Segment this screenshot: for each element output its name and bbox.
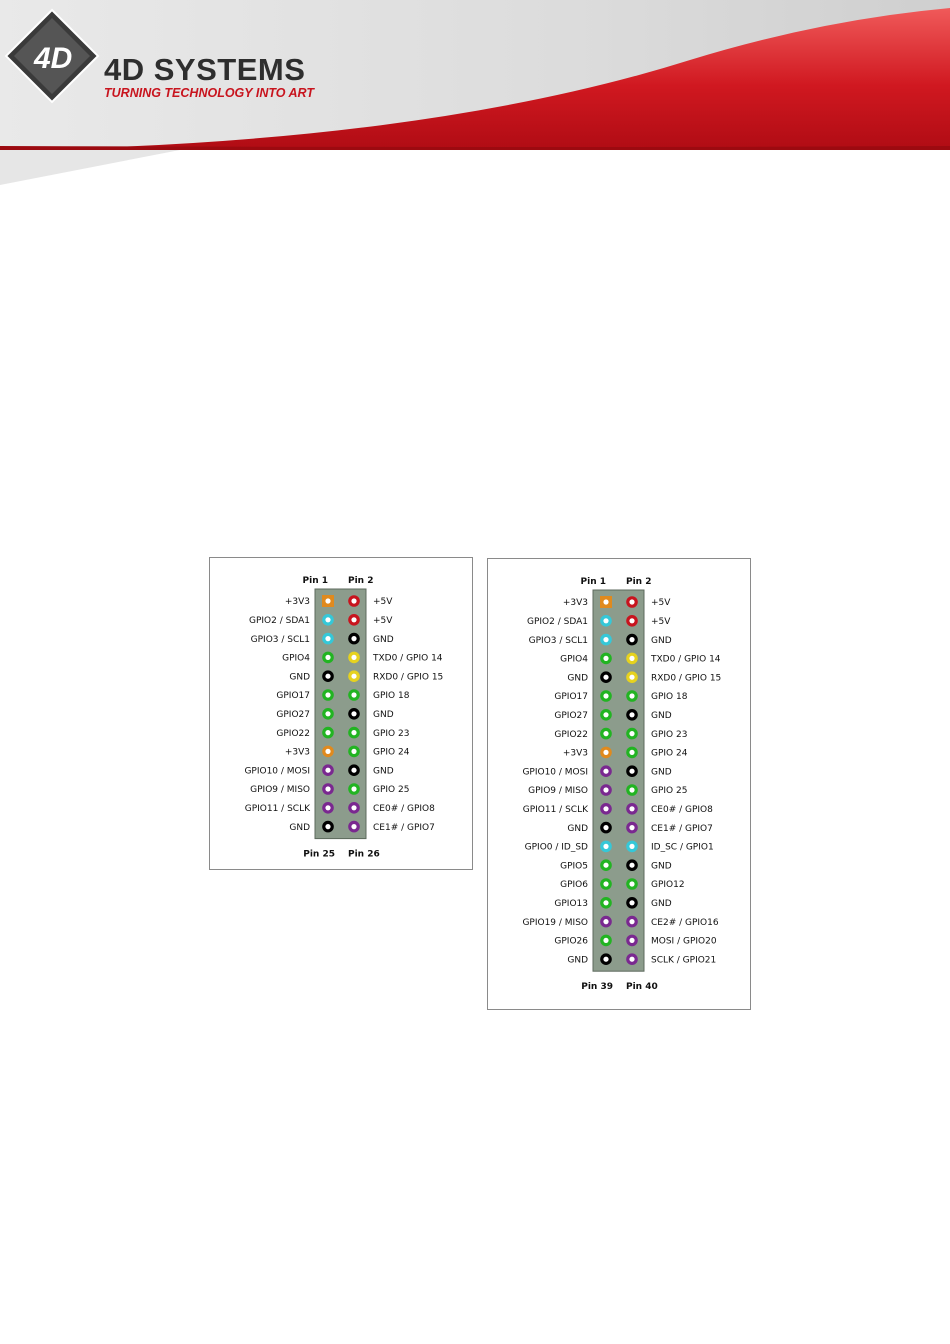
pin-label-left: GPIO13: [554, 899, 588, 909]
pin-label-right: RXD0 / GPIO 15: [373, 672, 444, 683]
pin-hole: [629, 957, 634, 962]
pin-hole: [603, 750, 608, 755]
pin-hole: [351, 730, 356, 735]
pin-number-label: Pin 26: [348, 849, 380, 860]
pin-label-left: GPIO27: [276, 710, 310, 720]
pin-label-left: GPIO10 / MOSI: [522, 767, 588, 778]
pin-label-left: GND: [289, 822, 310, 833]
pin-hole: [603, 787, 608, 792]
pin-hole: [325, 598, 330, 603]
company-name: 4D SYSTEMS: [104, 52, 306, 87]
svg-text:4D: 4D: [34, 42, 73, 75]
pin-label-right: GND: [373, 766, 394, 777]
pinout-svg: [488, 559, 750, 1009]
pin-hole: [351, 674, 356, 679]
pin-label-left: +3V3: [284, 747, 310, 758]
pin-label-left: GPIO27: [554, 711, 588, 721]
pin-label-right: +5V: [651, 617, 671, 627]
pin-hole: [351, 824, 356, 829]
pin-hole: [629, 712, 634, 717]
pin-label-right: MOSI / GPIO20: [651, 936, 717, 947]
pin-hole: [351, 749, 356, 754]
pin-label-right: ID_SC / GPIO1: [651, 842, 714, 853]
pin-label-right: SCLK / GPIO21: [651, 955, 717, 966]
pin-label-left: GPIO22: [276, 728, 310, 739]
pin-label-left: GND: [567, 955, 588, 966]
pin-label-left: GPIO19 / MISO: [522, 917, 588, 928]
pin-label-right: GPIO 18: [373, 691, 410, 702]
pin-label-right: GPIO 23: [651, 729, 688, 740]
pin-hole: [351, 768, 356, 773]
pin-label-right: GPIO 24: [651, 748, 688, 759]
pin-hole: [629, 881, 634, 886]
pin-hole: [629, 769, 634, 774]
pin-hole: [603, 712, 608, 717]
pin-hole: [603, 618, 608, 623]
pin-hole: [325, 655, 330, 660]
pin-hole: [603, 825, 608, 830]
pin-hole: [629, 919, 634, 924]
pin-hole: [351, 655, 356, 660]
pin-label-left: GPIO17: [276, 691, 310, 702]
pin-label-right: +5V: [651, 598, 671, 609]
pin-hole: [351, 598, 356, 603]
pin-hole: [325, 824, 330, 829]
pin-hole: [629, 806, 634, 811]
company-logo: [4, 8, 100, 104]
pin-label-left: GPIO9 / MISO: [528, 786, 588, 797]
header-banner: [0, 0, 950, 190]
pin-label-right: CE1# / GPIO7: [373, 822, 435, 833]
pin-hole: [325, 636, 330, 641]
pin-hole: [603, 769, 608, 774]
pin-label-right: GPIO 18: [651, 692, 688, 703]
pin-label-right: GND: [651, 899, 672, 909]
pin-hole: [603, 656, 608, 661]
pin-label-right: GND: [651, 711, 672, 721]
pin-label-left: GND: [289, 672, 310, 683]
pin-hole: [629, 863, 634, 868]
pin-label-right: GND: [651, 767, 672, 778]
pin-hole: [603, 637, 608, 642]
pin-hole: [629, 750, 634, 755]
pin-label-left: GND: [567, 673, 588, 684]
pin-number-label: Pin 39: [581, 982, 613, 993]
pin-hole: [603, 599, 608, 604]
pin-label-right: GND: [651, 635, 672, 646]
pin-hole: [603, 863, 608, 868]
pin-label-left: GPIO22: [554, 729, 588, 740]
pin-hole: [325, 768, 330, 773]
pin-label-left: GPIO4: [282, 653, 310, 664]
pin-label-right: GND: [373, 634, 394, 645]
pin-label-right: CE1# / GPIO7: [651, 823, 713, 834]
pin-hole: [325, 730, 330, 735]
pin-hole: [629, 693, 634, 698]
pin-hole: [629, 938, 634, 943]
pin-label-right: GPIO12: [651, 880, 685, 891]
pin-label-left: GPIO6: [560, 880, 588, 891]
pin-number-label: Pin 1: [580, 577, 606, 587]
logo-diamond-icon: [4, 8, 100, 104]
company-tagline: TURNING TECHNOLOGY INTO ART: [104, 86, 314, 100]
pin-hole: [603, 693, 608, 698]
pin-hole: [629, 825, 634, 830]
pin-hole: [351, 636, 356, 641]
pin-label-right: RXD0 / GPIO 15: [651, 673, 722, 684]
pinout-diagram-26-pin: [209, 557, 473, 870]
pin-label-left: GPIO0 / ID_SD: [524, 842, 588, 853]
pin-hole: [351, 692, 356, 697]
pinout-diagram-40-pin: [487, 558, 751, 1010]
pin-label-right: +5V: [373, 616, 393, 626]
pin-label-right: TXD0 / GPIO 14: [651, 654, 721, 665]
pin-label-right: CE0# / GPIO8: [651, 805, 713, 815]
pin-hole: [603, 731, 608, 736]
pin-hole: [629, 787, 634, 792]
pin-number-label: Pin 2: [348, 576, 374, 586]
pin-hole: [325, 786, 330, 791]
pin-hole: [603, 919, 608, 924]
pin-hole: [629, 599, 634, 604]
pin-label-left: GPIO3 / SCL1: [528, 635, 588, 646]
pin-label-left: GPIO26: [554, 936, 588, 947]
pin-label-left: GPIO2 / SDA1: [249, 616, 310, 626]
pin-label-right: +5V: [373, 597, 393, 608]
pin-label-left: GPIO4: [560, 654, 588, 665]
pin-hole: [325, 749, 330, 754]
pin-label-left: GPIO3 / SCL1: [250, 634, 310, 645]
pin-label-right: GPIO 25: [651, 786, 688, 797]
pin-label-right: GPIO 24: [373, 747, 410, 758]
pin-label-right: GND: [373, 710, 394, 720]
pin-label-right: TXD0 / GPIO 14: [373, 653, 443, 664]
pin-hole: [603, 881, 608, 886]
pin-label-right: CE2# / GPIO16: [651, 917, 719, 928]
pin-hole: [603, 900, 608, 905]
pin-hole: [325, 805, 330, 810]
pin-hole: [351, 786, 356, 791]
pin-hole: [603, 806, 608, 811]
pin-label-left: GPIO11 / SCLK: [522, 805, 588, 815]
pin-label-right: GPIO 23: [373, 728, 410, 739]
pin-hole: [603, 938, 608, 943]
pin-number-label: Pin 40: [626, 982, 658, 993]
pin-label-left: GPIO9 / MISO: [250, 785, 310, 796]
pin-label-right: GPIO 25: [373, 785, 410, 796]
pin-label-left: +3V3: [284, 597, 310, 608]
pin-number-label: Pin 25: [303, 849, 335, 860]
pin-hole: [325, 692, 330, 697]
pin-label-left: GPIO11 / SCLK: [244, 804, 310, 814]
pin-hole: [629, 731, 634, 736]
pin-hole: [603, 675, 608, 680]
pinout-svg: [210, 558, 472, 869]
pin-hole: [325, 617, 330, 622]
pin-label-right: CE0# / GPIO8: [373, 804, 435, 814]
pin-hole: [603, 957, 608, 962]
pin-hole: [629, 637, 634, 642]
pin-label-left: GND: [567, 823, 588, 834]
pin-hole: [325, 711, 330, 716]
pin-label-left: +3V3: [562, 748, 588, 759]
pin-number-label: Pin 1: [302, 576, 328, 586]
pin-hole: [351, 711, 356, 716]
header-board: [593, 590, 644, 971]
pin-hole: [629, 844, 634, 849]
pin-hole: [629, 656, 634, 661]
pin-hole: [603, 844, 608, 849]
pin-hole: [629, 900, 634, 905]
pin-hole: [351, 805, 356, 810]
pin-hole: [629, 675, 634, 680]
pin-hole: [351, 617, 356, 622]
pin-hole: [629, 618, 634, 623]
pin-hole: [325, 674, 330, 679]
pin-number-label: Pin 2: [626, 577, 652, 587]
pin-label-left: GPIO2 / SDA1: [527, 617, 588, 627]
pin-label-left: +3V3: [562, 598, 588, 609]
pin-label-left: GPIO10 / MOSI: [244, 766, 310, 777]
pin-label-left: GPIO5: [560, 861, 588, 872]
pin-label-left: GPIO17: [554, 692, 588, 703]
pin-label-right: GND: [651, 861, 672, 872]
